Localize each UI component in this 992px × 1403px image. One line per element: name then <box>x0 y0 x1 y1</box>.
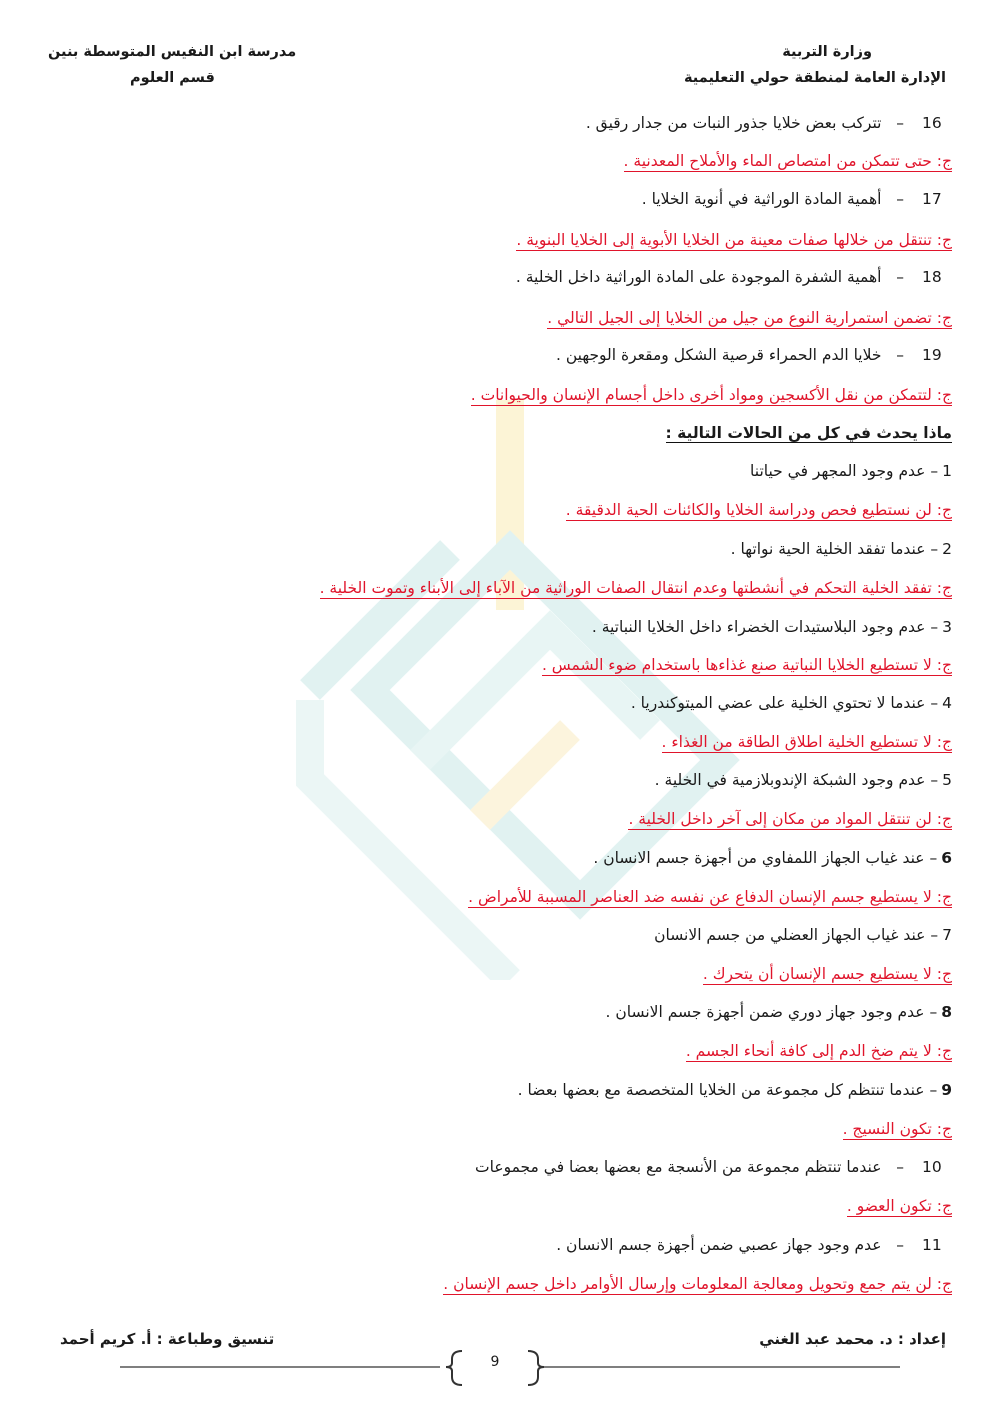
case-5: 5– عدم وجود الشبكة الإندوبلازمية في الخلية . <box>60 767 952 793</box>
answer-text: ج: تفقد الخلية التحكم في أنشطتها وعدم انتقال الصفات الوراثية من الآباء إلى الأبناء وتموت الخلية . <box>319 579 952 597</box>
question-18: 18– أهمية الشفرة الموجودة على المادة الوراثية داخل الخلية . <box>60 264 952 290</box>
case-1-answer <box>60 497 952 523</box>
case-8: 8– عدم وجود جهاز دوري ضمن أجهزة جسم الانسان . <box>60 999 952 1025</box>
case-11-answer <box>60 1271 952 1297</box>
page-number: 9 <box>490 1354 500 1370</box>
answer-text: ج: لن نستطيع فحص ودراسة الخلايا والكائنات الحية الدقيقة . <box>565 501 952 519</box>
case-8-answer <box>60 1038 952 1064</box>
question-number: 17 <box>922 190 942 208</box>
question-text: خلايا الدم الحمراء قرصية الشكل ومقعرة الوجهين . <box>555 346 882 364</box>
question-number: 18 <box>922 268 942 286</box>
question-text: تتركب بعض خلايا جذور النبات من جدار رقيق . <box>585 114 882 132</box>
case-number: 5 <box>942 771 952 789</box>
answer-text: ج: لتتمكن من نقل الأكسجين ومواد أخرى داخل أجسام الإنسان والحيوانات . <box>470 386 952 404</box>
case-number: 10 <box>922 1158 942 1176</box>
answer-text: ج: لا يستطيع جسم الإنسان الدفاع عن نفسه ضد العناصر المسببة للأمراض . <box>468 888 952 906</box>
answer-16 <box>60 148 952 174</box>
case-number: 6 <box>941 849 952 867</box>
case-10: 10– عندما تنتظم مجموعة من الأنسجة مع بعضها بعضا في مجموعات <box>60 1154 952 1180</box>
answer-17 <box>60 227 952 253</box>
case-6-answer <box>60 884 952 910</box>
question-19: 19– خلايا الدم الحمراء قرصية الشكل ومقعرة الوجهين . <box>60 342 952 368</box>
case-10-answer <box>60 1193 952 1219</box>
case-11: 11– عدم وجود جهاز عصبي ضمن أجهزة جسم الانسان . <box>60 1232 952 1258</box>
case-text: عدم وجود البلاستيدات الخضراء داخل الخلايا النباتية . <box>591 618 926 636</box>
school-name: مدرسة ابن النفيس المتوسطة بنين <box>48 44 297 60</box>
question-text: أهمية المادة الوراثية في أنوية الخلايا . <box>641 190 882 208</box>
prepared-by: إعداد : د. محمد عبد الغني <box>759 1330 946 1348</box>
answer-text: ج: تنتقل من خلالها صفات معينة من الخلايا الأبوية إلى الخلايا البنوية . <box>516 231 952 249</box>
case-3: 3– عدم وجود البلاستيدات الخضراء داخل الخلايا النباتية . <box>60 614 952 640</box>
case-number: 1 <box>942 462 952 480</box>
answer-text: ج: لن تنتقل المواد من مكان إلى آخر داخل الخلية . <box>628 810 952 828</box>
case-4-answer <box>60 729 952 755</box>
case-2-answer <box>60 575 952 601</box>
case-text: عندما تنتظم كل مجموعة من الخلايا المتخصصة مع بعضها بعضا . <box>517 1081 925 1099</box>
ministry-title: وزارة التربية <box>782 44 872 60</box>
section-heading: ماذا يحدث في كل من الحالات التالية : <box>665 424 952 442</box>
answer-text: ج: حتى تتمكن من امتصاص الماء والأملاح المعدنية . <box>623 152 952 170</box>
answer-text: ج: تضمن استمرارية النوع من جيل من الخلايا إلى الجيل التالي . <box>547 309 952 327</box>
question-text: أهمية الشفرة الموجودة على المادة الوراثية داخل الخلية . <box>515 268 882 286</box>
case-text: عندما تنتظم مجموعة من الأنسجة مع بعضها بعضا في مجموعات <box>475 1158 882 1176</box>
case-1: 1– عدم وجود المجهر في حياتنا <box>60 458 952 484</box>
case-text: عدم وجود جهاز عصبي ضمن أجهزة جسم الانسان . <box>556 1236 882 1254</box>
case-number: 8 <box>941 1003 952 1021</box>
case-text: عند غياب الجهاز العضلي من جسم الانسان <box>654 926 926 944</box>
case-text: عدم وجود الشبكة الإندوبلازمية في الخلية . <box>654 771 926 789</box>
case-4: 4– عندما لا تحتوي الخلية على عضي الميتوكندريا . <box>60 690 952 716</box>
answer-18 <box>60 305 952 331</box>
case-number: 3 <box>942 618 952 636</box>
case-number: 11 <box>922 1236 942 1254</box>
case-text: عند غياب الجهاز اللمفاوي من أجهزة جسم الانسان . <box>593 849 925 867</box>
case-9: 9– عندما تنتظم كل مجموعة من الخلايا المتخصصة مع بعضها بعضا . <box>60 1077 952 1103</box>
case-6: 6– عند غياب الجهاز اللمفاوي من أجهزة جسم الانسان . <box>60 845 952 871</box>
case-9-answer <box>60 1116 952 1142</box>
case-text: عندما لا تحتوي الخلية على عضي الميتوكندريا . <box>630 694 926 712</box>
case-7-answer <box>60 961 952 987</box>
answer-text: ج: لا يتم ضخ الدم إلى كافة أنحاء الجسم . <box>685 1042 952 1060</box>
answer-text: ج: تكون العضو . <box>846 1197 952 1215</box>
case-5-answer <box>60 806 952 832</box>
case-7: 7– عند غياب الجهاز العضلي من جسم الانسان <box>60 922 952 948</box>
answer-text: ج: لن يتم جمع وتحويل ومعالجة المعلومات وإرسال الأوامر داخل جسم الإنسان . <box>443 1275 952 1293</box>
department-name: قسم العلوم <box>130 70 215 86</box>
case-text: عندما تفقد الخلية الحية نواتها . <box>730 540 926 558</box>
case-2: 2– عندما تفقد الخلية الحية نواتها . <box>60 536 952 562</box>
case-number: 7 <box>942 926 952 944</box>
answer-text: ج: تكون النسيج . <box>842 1120 952 1138</box>
answer-text: ج: لا تستطيع الخلايا النباتية صنع غذاءها باستخدام ضوء الشمس . <box>541 656 952 674</box>
answer-19 <box>60 382 952 408</box>
case-text: عدم وجود المجهر في حياتنا <box>750 462 926 480</box>
answer-text: ج: لا تستطيع الخلية اطلاق الطاقة من الغذاء . <box>661 733 952 751</box>
case-number: 9 <box>941 1081 952 1099</box>
question-number: 16 <box>922 114 942 132</box>
case-text: عدم وجود جهاز دوري ضمن أجهزة جسم الانسان . <box>605 1003 925 1021</box>
directorate-title: الإدارة العامة لمنطقة حولي التعليمية <box>684 70 946 86</box>
question-16: 16– تتركب بعض خلايا جذور النبات من جدار رقيق . <box>60 110 952 136</box>
case-3-answer <box>60 652 952 678</box>
case-number: 4 <box>942 694 952 712</box>
question-number: 19 <box>922 346 942 364</box>
coordination-credit: تنسيق وطباعة : أ. كريم أحمد <box>60 1330 275 1348</box>
question-17: 17– أهمية المادة الوراثية في أنوية الخلايا . <box>60 186 952 212</box>
case-number: 2 <box>942 540 952 558</box>
answer-text: ج: لا يستطيع جسم الإنسان أن يتحرك . <box>702 965 952 983</box>
